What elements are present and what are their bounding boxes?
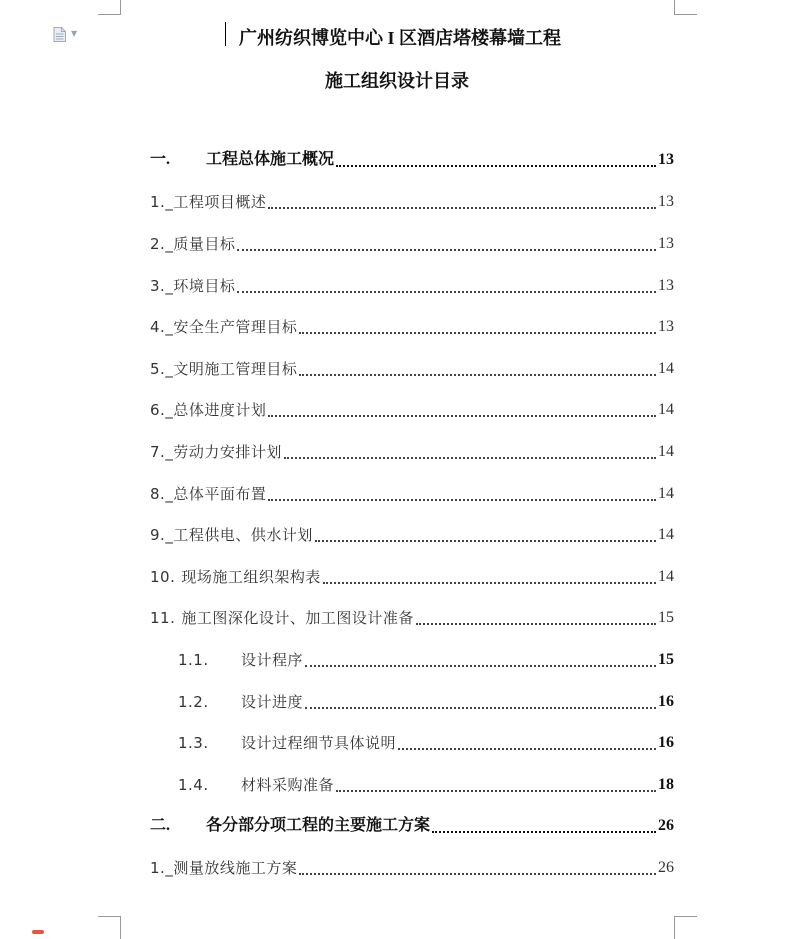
toc-entry-text: 工程总体施工概况 bbox=[206, 151, 335, 168]
toc-entry-number: 1.1. bbox=[178, 651, 209, 669]
toc-entry[interactable] bbox=[150, 815, 674, 837]
toc-entry[interactable] bbox=[178, 774, 674, 796]
toc-leader-dots bbox=[299, 373, 656, 376]
toc-leader-dots bbox=[323, 581, 656, 584]
toc-entry[interactable] bbox=[178, 691, 674, 713]
toc-entry-number: 3. bbox=[150, 277, 166, 295]
toc-entry-page: 15 bbox=[658, 609, 674, 626]
toc-entry[interactable] bbox=[150, 149, 674, 171]
toc-entry[interactable] bbox=[150, 524, 674, 546]
page-corner-mark bbox=[98, 916, 121, 939]
toc-entry[interactable] bbox=[150, 441, 674, 463]
toc-entry-page: 16 bbox=[658, 693, 674, 710]
toc-leader-dots bbox=[336, 164, 656, 167]
toc-entry-text: _总体平面布置 bbox=[165, 485, 267, 503]
toc-entry-text: _质量目标 bbox=[165, 235, 236, 253]
toc-entry-page: 14 bbox=[658, 443, 674, 460]
toc-leader-dots bbox=[268, 498, 656, 501]
toc-entry-number: 2. bbox=[150, 235, 166, 253]
document-title: 广州纺织博览中心 I 区酒店塔楼幕墙工程 bbox=[238, 28, 561, 48]
toc-entry-number: 4. bbox=[150, 318, 166, 336]
toc-leader-dots bbox=[268, 206, 656, 209]
toc-leader-dots bbox=[237, 290, 656, 293]
toc-entry[interactable] bbox=[150, 316, 674, 338]
toc-entry-text: _测量放线施工方案 bbox=[165, 859, 298, 877]
margin-marker bbox=[32, 930, 44, 934]
toc-entry-page: 14 bbox=[658, 401, 674, 418]
toc-entry-text: 各分部分项工程的主要施工方案 bbox=[206, 817, 431, 834]
toc-entry-text: _工程项目概述 bbox=[165, 193, 267, 211]
page-corner-mark bbox=[674, 0, 697, 15]
toc-entry-text: 现场施工组织架构表 bbox=[181, 568, 321, 586]
toc-entry-page: 14 bbox=[658, 526, 674, 543]
toc-leader-dots bbox=[299, 331, 656, 334]
toc-entry-number: 一. bbox=[150, 151, 171, 168]
toc-leader-dots bbox=[416, 622, 656, 625]
chevron-down-icon[interactable]: ▼ bbox=[71, 29, 78, 38]
toc-entry-number: 1. bbox=[150, 193, 166, 211]
toc-leader-dots bbox=[432, 830, 656, 833]
toc-entry-number: 1.2. bbox=[178, 693, 209, 711]
toc-heading: 施工组织设计目录 bbox=[325, 71, 469, 91]
toc-entry-number: 9. bbox=[150, 526, 166, 544]
toc-entry-number: 7. bbox=[150, 443, 166, 461]
toc-entry[interactable] bbox=[150, 607, 674, 629]
toc-entry-page: 13 bbox=[658, 277, 674, 294]
toc-entry-page: 26 bbox=[658, 817, 674, 834]
toc-entry[interactable] bbox=[150, 233, 674, 255]
page-corner-mark bbox=[98, 0, 121, 15]
toc-leader-dots bbox=[305, 706, 656, 709]
toc-entry-text: 设计过程细节具体说明 bbox=[241, 734, 397, 752]
toc-entry-text: _文明施工管理目标 bbox=[165, 360, 298, 378]
toc-leader-dots bbox=[336, 789, 656, 792]
toc-entry[interactable] bbox=[150, 358, 674, 380]
toc-entry-page: 13 bbox=[658, 151, 674, 168]
toc-entry-text: 施工图深化设计、加工图设计准备 bbox=[181, 609, 414, 627]
toc-entry-page: 13 bbox=[658, 318, 674, 335]
toc-leader-dots bbox=[315, 539, 656, 542]
toc-entry[interactable] bbox=[150, 566, 674, 588]
toc-entry-page: 18 bbox=[658, 776, 674, 793]
toc-entry-page: 13 bbox=[658, 193, 674, 210]
toc-entry-text: 设计程序 bbox=[241, 651, 304, 669]
toc-entry-number: 8. bbox=[150, 485, 166, 503]
toc-entry-page: 15 bbox=[658, 651, 674, 668]
toc-entry[interactable] bbox=[150, 483, 674, 505]
toc-entry-page: 26 bbox=[658, 859, 674, 876]
toc-entry-number: 1.4. bbox=[178, 776, 209, 794]
toc-entry-text: 材料采购准备 bbox=[241, 776, 335, 794]
toc-entry-text: _环境目标 bbox=[165, 277, 236, 295]
toc-entry-text: _总体进度计划 bbox=[165, 401, 267, 419]
toc-entry-page: 13 bbox=[658, 235, 674, 252]
toc-entry-text: _安全生产管理目标 bbox=[165, 318, 298, 336]
toc-entry-text: _工程供电、供水计划 bbox=[165, 526, 313, 544]
toc-entry-page: 14 bbox=[658, 360, 674, 377]
toc-entry-page: 14 bbox=[658, 485, 674, 502]
toc-entry-number: 二. bbox=[150, 817, 171, 834]
toc-entry[interactable] bbox=[150, 191, 674, 213]
toc-leader-dots bbox=[305, 664, 656, 667]
toc-entry-page: 16 bbox=[658, 734, 674, 751]
toc-entry[interactable] bbox=[178, 649, 674, 671]
toc-leader-dots bbox=[398, 747, 656, 750]
toc-entry[interactable] bbox=[150, 399, 674, 421]
toc-leader-dots bbox=[237, 248, 656, 251]
toc-entry-number: 6. bbox=[150, 401, 166, 419]
toc-entry[interactable] bbox=[178, 732, 674, 754]
toc-entry[interactable] bbox=[150, 275, 674, 297]
toc-entry-text: _劳动力安排计划 bbox=[165, 443, 282, 461]
toc-entry-number: 1.3. bbox=[178, 734, 209, 752]
toc-leader-dots bbox=[284, 456, 656, 459]
toc-entry-number: 10. bbox=[150, 568, 176, 586]
toc-entry-number: 5. bbox=[150, 360, 166, 378]
toc-entry-page: 14 bbox=[658, 568, 674, 585]
toc-entry-number: 11. bbox=[150, 609, 176, 627]
toc-leader-dots bbox=[268, 414, 656, 417]
toc-entry[interactable] bbox=[150, 857, 674, 879]
toc-entry-number: 1. bbox=[150, 859, 166, 877]
toc-leader-dots bbox=[299, 872, 656, 875]
toc-entry-text: 设计进度 bbox=[241, 693, 304, 711]
page-corner-mark bbox=[674, 916, 697, 939]
